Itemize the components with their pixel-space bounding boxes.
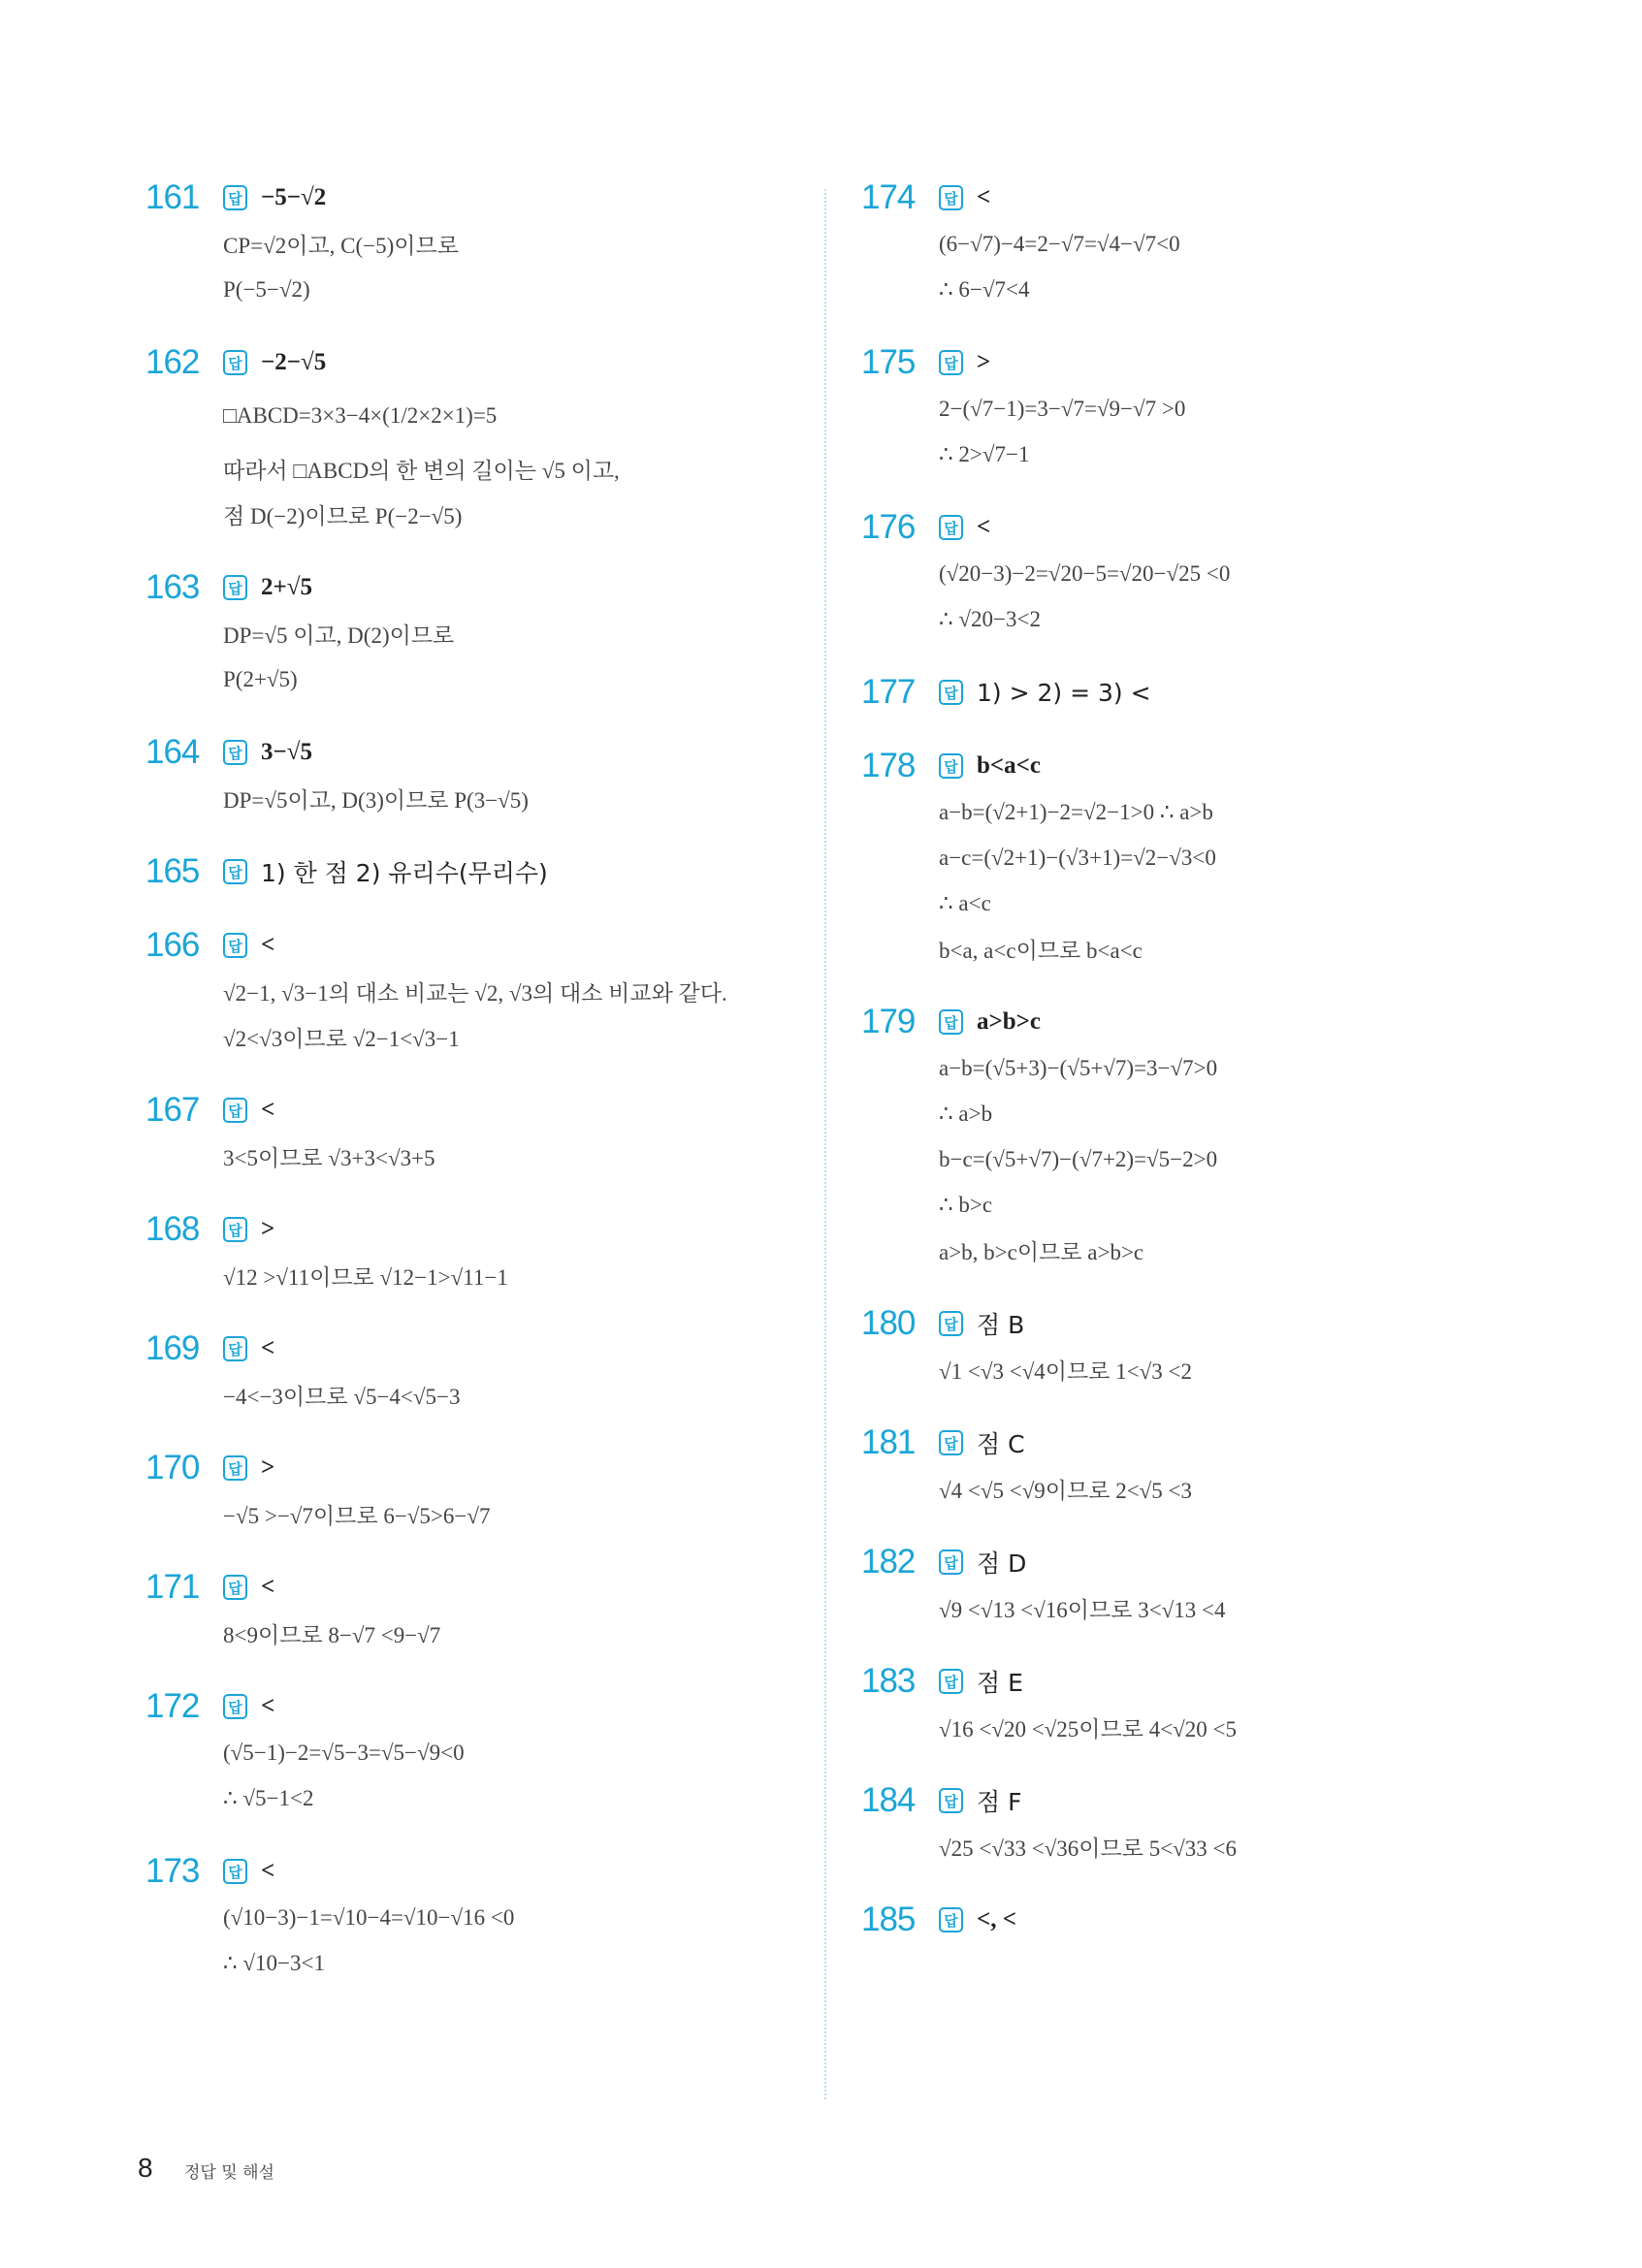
problem-header	[145, 922, 805, 969]
right-column	[861, 175, 1521, 1943]
problem-header	[861, 669, 1521, 716]
answer-badge: 답	[939, 1311, 963, 1336]
problem-number: 185	[861, 1901, 916, 1938]
problem-number: 161	[145, 178, 200, 216]
answer-badge: 답	[223, 740, 247, 765]
problem-173	[145, 1848, 805, 1986]
problem-number: 183	[861, 1662, 916, 1700]
problem-168	[145, 1206, 805, 1298]
problem-header	[145, 1683, 805, 1730]
solution-line: −4<−3이므로 √5−4<√5−3	[223, 1385, 461, 1409]
problem-header	[145, 1087, 805, 1134]
problem-header	[861, 1420, 1521, 1466]
problem-181	[861, 1420, 1521, 1512]
answer-text: 점 D	[977, 1549, 1027, 1578]
solution-line: √1 <√3 <√4이므로 1<√3 <2	[939, 1359, 1193, 1384]
problem-number: 168	[145, 1210, 200, 1248]
answer-text: a>b>c	[977, 1008, 1041, 1035]
problem-number: 176	[861, 508, 916, 546]
answer-text: <	[261, 1335, 275, 1361]
answer-text: >	[261, 1216, 275, 1242]
solution-line: √25 <√33 <√36이므로 5<√33 <6	[939, 1837, 1238, 1861]
solution-line: √4 <√5 <√9이므로 2<√5 <3	[939, 1479, 1193, 1503]
answer-badge: 답	[223, 1859, 247, 1884]
solution-line: b−c=(√5+√7)−(√7+2)=√5−2>0	[939, 1146, 1218, 1171]
answer-badge: 답	[939, 1669, 963, 1694]
answer-text: <	[977, 514, 991, 540]
problem-182	[861, 1539, 1521, 1631]
problem-162	[145, 339, 805, 537]
answer-text: 2+√5	[261, 574, 312, 600]
answer-badge: 답	[223, 859, 247, 884]
solution-line: ∴ √10−3<1	[223, 1950, 325, 1975]
solution-line: a>b, b>c이므로 a>b>c	[939, 1240, 1144, 1264]
problem-number: 180	[861, 1304, 916, 1342]
solution-line: (6−√7)−4=2−√7=√4−√7<0	[939, 231, 1180, 256]
answer-badge: 답	[939, 515, 963, 540]
problem-number: 169	[145, 1329, 200, 1367]
answer-badge: 답	[939, 680, 963, 705]
answer-text: 점 B	[977, 1311, 1025, 1339]
problem-header	[861, 175, 1521, 221]
answer-text: 점 E	[977, 1669, 1023, 1697]
page-number: 8	[138, 2153, 153, 2183]
solution-line: 2−(√7−1)=3−√7=√9−√7 >0	[939, 396, 1186, 421]
solution-line: ∴ a>b	[939, 1101, 993, 1126]
answer-badge: 답	[939, 1430, 963, 1455]
problem-header	[861, 999, 1521, 1045]
answer-badge: 답	[223, 1694, 247, 1719]
problem-180	[861, 1300, 1521, 1392]
answer-badge: 답	[223, 575, 247, 600]
answer-badge: 답	[223, 1217, 247, 1242]
problem-184	[861, 1777, 1521, 1869]
answer-badge: 답	[223, 1098, 247, 1123]
problem-183	[861, 1658, 1521, 1750]
answer-badge: 답	[223, 933, 247, 958]
solution-line: b<a, a<c이므로 b<a<c	[939, 939, 1143, 963]
column-divider	[824, 189, 826, 2099]
problem-number: 177	[861, 673, 916, 711]
problem-number: 170	[145, 1449, 200, 1486]
answer-text: <	[261, 1693, 275, 1719]
problem-number: 175	[861, 343, 916, 381]
solution-line: DP=√5이고, D(3)이므로 P(3−√5)	[223, 788, 529, 813]
problem-header	[861, 1777, 1521, 1824]
answer-badge: 답	[223, 350, 247, 375]
answer-text: <	[261, 932, 275, 958]
answer-badge: 답	[223, 1575, 247, 1600]
problem-number: 166	[145, 926, 200, 964]
problem-number: 184	[861, 1781, 916, 1819]
answer-text: −2−√5	[261, 349, 327, 375]
problem-header	[861, 1658, 1521, 1705]
problem-number: 182	[861, 1543, 916, 1581]
problem-167	[145, 1087, 805, 1179]
solution-line: DP=√5 이고, D(2)이므로	[223, 623, 455, 648]
problem-161	[145, 175, 805, 312]
problem-header	[145, 1326, 805, 1372]
problem-174	[861, 175, 1521, 312]
answer-badge: 답	[939, 1009, 963, 1035]
solution-line: √2−1, √3−1의 대소 비교는 √2, √3의 대소 비교와 같다.	[223, 981, 727, 1006]
solution-line: ∴ √5−1<2	[223, 1785, 314, 1810]
problem-175	[861, 339, 1521, 477]
answer-badge: 답	[939, 1907, 963, 1933]
solution-line: √9 <√13 <√16이므로 3<√13 <4	[939, 1598, 1226, 1622]
answer-badge: 답	[939, 753, 963, 779]
solution-line: P(2+√5)	[223, 666, 298, 691]
problem-header	[145, 339, 805, 386]
problem-header	[145, 729, 805, 776]
problem-header	[861, 743, 1521, 789]
problem-number: 167	[145, 1091, 200, 1129]
answer-text: −5−√2	[261, 184, 327, 210]
solution-line: a−b=(√5+3)−(√5+√7)=3−√7>0	[939, 1055, 1218, 1080]
solution-line: (√10−3)−1=√10−4=√10−√16 <0	[223, 1904, 515, 1930]
problem-number: 171	[145, 1568, 200, 1606]
answer-badge: 답	[939, 350, 963, 375]
problem-number: 172	[145, 1687, 200, 1725]
problem-header	[861, 1897, 1521, 1943]
solution-line: a−b=(√2+1)−2=√2−1>0 ∴ a>b	[939, 799, 1213, 824]
answer-text: 점 F	[977, 1788, 1022, 1816]
problem-166	[145, 922, 805, 1060]
solution-line: CP=√2이고, C(−5)이므로	[223, 234, 459, 258]
problem-header	[861, 1539, 1521, 1585]
problem-header	[145, 564, 805, 611]
solution-line: (√20−3)−2=√20−5=√20−√25 <0	[939, 560, 1231, 586]
solution-line: ∴ 6−√7<4	[939, 276, 1030, 302]
answer-text: 1) > 2) = 3) <	[977, 678, 1151, 707]
solution-line: a−c=(√2+1)−(√3+1)=√2−√3<0	[939, 845, 1216, 870]
answer-badge: 답	[223, 1336, 247, 1361]
answer-text: b<a<c	[977, 752, 1041, 779]
solution-line: □ABCD=3×3−4×(1/2×2×1)=5	[223, 403, 498, 428]
answer-text: <	[977, 184, 991, 210]
problem-179	[861, 999, 1521, 1273]
solution-line: ∴ √20−3<2	[939, 606, 1041, 631]
answer-text: <	[261, 1574, 275, 1600]
problem-number: 174	[861, 178, 916, 216]
solution-line: 3<5이므로 √3+3<√3+5	[223, 1146, 435, 1170]
problem-number: 179	[861, 1003, 916, 1040]
problem-header	[861, 504, 1521, 551]
problem-185	[861, 1897, 1521, 1943]
solution-line: (√5−1)−2=√5−3=√5−√9<0	[223, 1740, 465, 1765]
answer-text: 1) 한 점 2) 유리수(무리수)	[261, 859, 548, 887]
answer-text: <	[261, 1097, 275, 1123]
problem-header	[145, 848, 805, 895]
problem-170	[145, 1445, 805, 1537]
problem-number: 178	[861, 747, 916, 784]
problem-header	[145, 1848, 805, 1895]
answer-badge: 답	[223, 185, 247, 210]
problem-number: 163	[145, 568, 200, 606]
problem-number: 164	[145, 733, 200, 771]
answer-badge: 답	[939, 185, 963, 210]
problem-169	[145, 1326, 805, 1418]
problem-176	[861, 504, 1521, 642]
answer-badge: 답	[223, 1455, 247, 1481]
problem-header	[145, 175, 805, 221]
problem-171	[145, 1564, 805, 1656]
problem-header	[861, 339, 1521, 386]
solution-line: ∴ a<c	[939, 890, 991, 915]
answer-text: <, <	[977, 1906, 1016, 1933]
solution-line: ∴ b>c	[939, 1192, 993, 1217]
solution-line: −√5 >−√7이므로 6−√5>6−√7	[223, 1504, 491, 1528]
problem-177	[861, 669, 1521, 716]
solution-line: ∴ 2>√7−1	[939, 441, 1030, 466]
problem-165	[145, 848, 805, 895]
answer-text: <	[261, 1858, 275, 1884]
solution-line: 점 D(−2)이므로 P(−2−√5)	[223, 504, 463, 528]
answer-badge: 답	[939, 1549, 963, 1575]
problem-163	[145, 564, 805, 702]
problem-number: 165	[145, 852, 200, 890]
problem-header	[145, 1564, 805, 1611]
problem-header	[145, 1206, 805, 1253]
problem-number: 173	[145, 1852, 200, 1890]
solution-line: 따라서 □ABCD의 한 변의 길이는 √5 이고,	[223, 459, 620, 483]
problem-number: 181	[861, 1423, 916, 1461]
answer-badge: 답	[939, 1788, 963, 1813]
problem-172	[145, 1683, 805, 1821]
problem-178	[861, 743, 1521, 972]
solution-line: 8<9이므로 8−√7 <9−√7	[223, 1623, 441, 1647]
answer-text: 3−√5	[261, 739, 312, 765]
solution-line: √12 >√11이므로 √12−1>√11−1	[223, 1265, 508, 1290]
solution-line: √2<√3이므로 √2−1<√3−1	[223, 1027, 460, 1051]
answer-text: >	[261, 1454, 275, 1481]
problem-header	[145, 1445, 805, 1491]
problem-number: 162	[145, 343, 200, 381]
answer-text: 점 C	[977, 1430, 1025, 1458]
solution-line: P(−5−√2)	[223, 276, 310, 302]
footer-label: 정답 및 해설	[184, 2163, 274, 2183]
problem-header	[861, 1300, 1521, 1347]
problem-164	[145, 729, 805, 821]
answer-text: >	[977, 349, 991, 375]
solution-line: √16 <√20 <√25이므로 4<√20 <5	[939, 1717, 1238, 1741]
left-column	[145, 175, 805, 1986]
